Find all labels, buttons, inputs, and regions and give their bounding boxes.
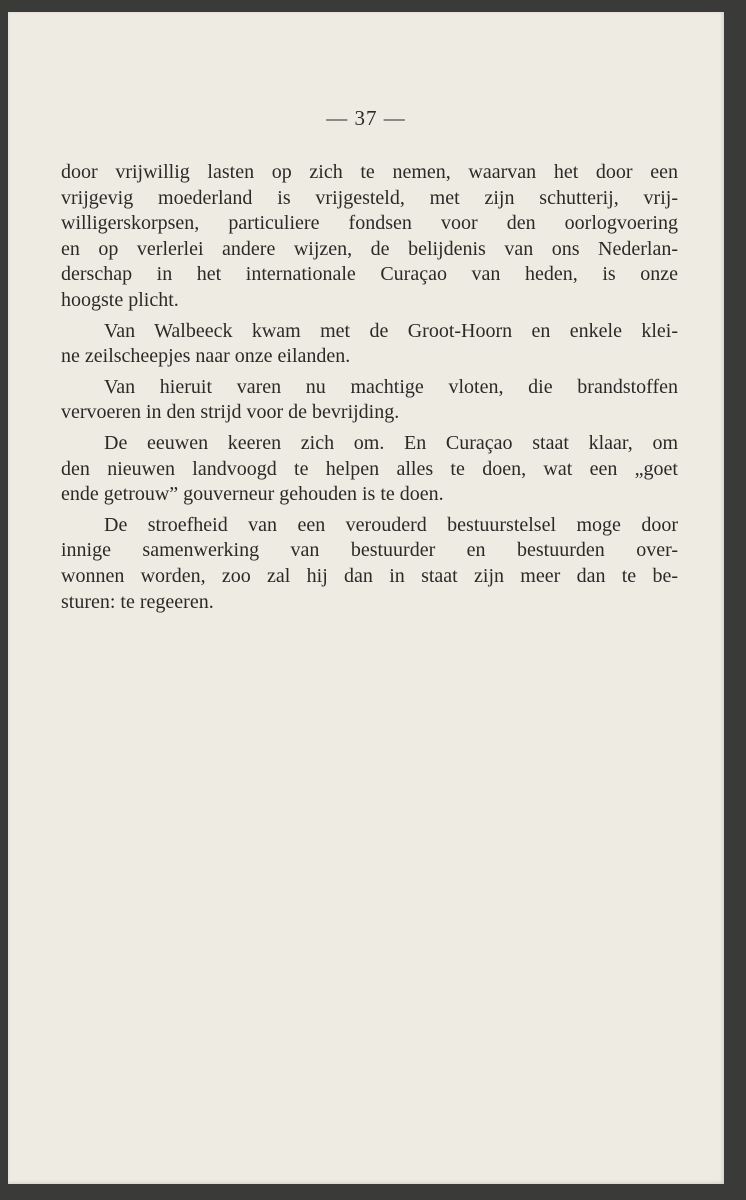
text-line: ne zeilscheepjes naar onze eilanden.	[61, 345, 351, 368]
text-line: ende getrouw” gouverneur gehouden is te doen.	[61, 483, 444, 506]
text-line: Van Walbeeck kwam met de Groot-Hoorn en enkele klei-	[104, 319, 678, 342]
text-line: en op verlerlei andere wijzen, de belijdenis van ons Nederlan-	[61, 237, 678, 260]
text-line: door vrijwillig lasten op zich te nemen, waarvan het door een	[61, 161, 678, 183]
paragraph	[61, 319, 678, 370]
text-line: innige samenwerking van bestuurder en bestuurden over-	[61, 539, 678, 562]
text-line: Van hieruit varen nu machtige vloten, die brandstoffen	[104, 375, 678, 398]
text-line: derschap in het internationale Curaçao van heden, is onze	[61, 263, 678, 286]
book-page	[8, 12, 724, 1184]
paragraph	[61, 431, 678, 508]
page-body	[61, 160, 678, 620]
paragraph	[61, 160, 678, 314]
text-line: vervoeren in den strijd voor de bevrijding.	[61, 401, 400, 424]
text-line: willigerskorpsen, particuliere fondsen voor den oorlogvoering	[61, 212, 678, 235]
page-number: — 37 —	[326, 106, 406, 130]
text-line: sturen: te regeeren.	[61, 590, 214, 613]
text-line: De stroefheid van een verouderd bestuurstelsel moge door	[104, 513, 678, 536]
paragraph	[61, 375, 678, 426]
text-line: vrijgevig moederland is vrijgesteld, met zijn schutterij, vrij-	[61, 186, 678, 209]
paragraph	[61, 513, 678, 615]
text-line: den nieuwen landvoogd te helpen alles te doen, wat een „goet	[61, 457, 678, 480]
text-line: hoogste plicht.	[61, 288, 179, 311]
text-line: De eeuwen keeren zich om. En Curaçao staat klaar, om	[104, 431, 678, 454]
text-line: wonnen worden, zoo zal hij dan in staat zijn meer dan te be-	[61, 564, 678, 587]
